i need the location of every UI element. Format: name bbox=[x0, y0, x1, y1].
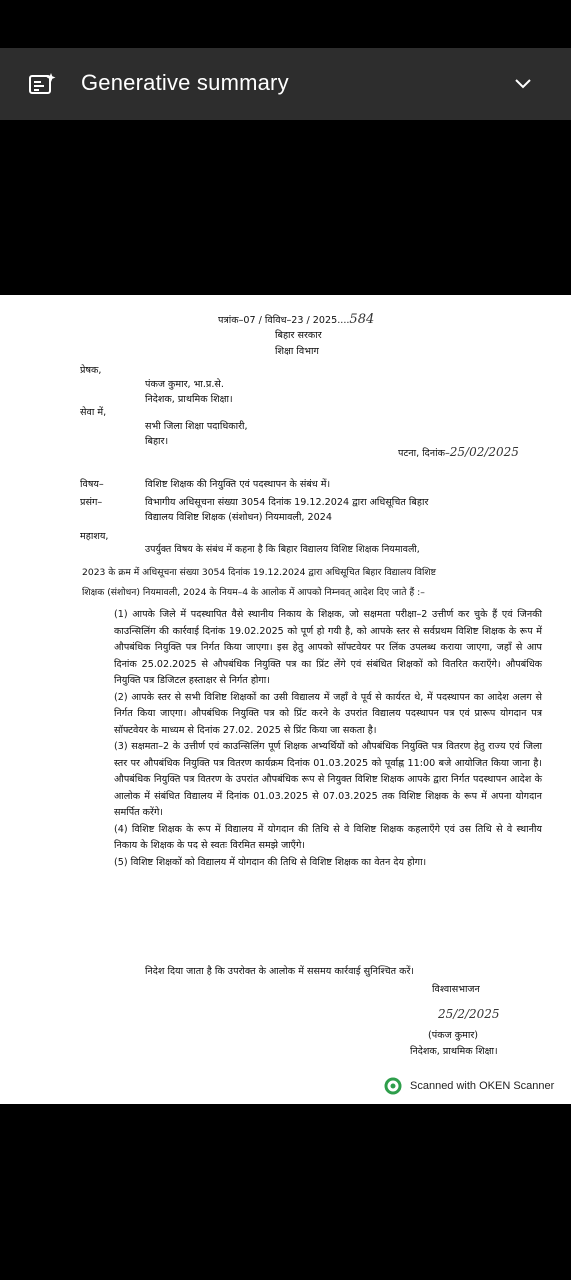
recipient-line1: सभी जिला शिक्षा पदाधिकारी, bbox=[145, 421, 248, 432]
paragraph-4: (4) विशिष्ट शिक्षक के रूप में विद्यालय में योगदान की तिथि से वे विशिष्ट शिक्षक कहलाएँगे एवं उस तिथि से वे स्थानीय निकाय के शिक्षक के पद से स्वतः विरमित समझे जाएँगे। bbox=[114, 823, 542, 851]
paragraph-3: (3) सक्षमता–2 के उत्तीर्ण एवं काउन्सिलिंग पूर्ण शिक्षक अभ्यर्थियों को औपबंधिक नियुक्ति पत्र वितरण हेतु राज्य एवं जिला स्तर पर औपबंधिक नियुक्ति पत्र वितरण कार्यक्रम दिनांक 01.03.2025 को पूर्वाह्न 11:00 बजे आयोजित किया जाना है। औपबंधिक नियुक्ति पत्र वितरण के उपरांत औपबंधिक रूप से नियुक्त विशिष्ट शिक्षक आपके द्वारा निर्गत पदस्थापन आदेश के आलोक में संबंधित विद्यालय में दिनांक 01.03.2025 से 07.03.2025 तक विशिष्ट शिक्षक के रूप में अपना योगदान समर्पित करेंगे। bbox=[114, 741, 542, 818]
letter-body bbox=[114, 607, 542, 871]
department-name: शिक्षा विभाग bbox=[275, 346, 319, 357]
to-label: सेवा में, bbox=[80, 407, 107, 418]
subject-label: विषय– bbox=[80, 479, 104, 490]
reference-text-1: विभागीय अधिसूचना संख्या 3054 दिनांक 19.12.2024 द्वारा अधिसूचित बिहार bbox=[145, 497, 429, 508]
signatory-title: निदेशक, प्राथमिक शिक्षा। bbox=[410, 1046, 498, 1057]
signatory-name: (पंकज कुमार) bbox=[428, 1030, 478, 1041]
ref-handwritten: 584 bbox=[349, 312, 375, 327]
signature: 25/2/2025 bbox=[438, 1007, 500, 1021]
scanner-label: Scanned with OKEN Scanner bbox=[410, 1080, 555, 1092]
scanner-watermark bbox=[384, 1076, 554, 1096]
sender-name: पंकज कुमार, भा.प्र.से. bbox=[145, 379, 224, 390]
status-bar bbox=[0, 0, 571, 48]
sender-title: निदेशक, प्राथमिक शिक्षा। bbox=[145, 394, 233, 405]
sender-label: प्रेषक, bbox=[80, 365, 102, 376]
bottom-area bbox=[0, 1104, 571, 1280]
intro-line-1: उपर्युक्त विषय के संबंध में कहना है कि बिहार विद्यालय विशिष्ट शिक्षक नियमावली, bbox=[145, 544, 420, 555]
regards: विश्वासभाजन bbox=[432, 984, 480, 995]
salutation: महाशय, bbox=[80, 531, 109, 542]
oken-scanner-logo-icon bbox=[384, 1077, 402, 1095]
chevron-down-icon[interactable] bbox=[512, 76, 534, 92]
header-title: Generative summary bbox=[81, 70, 289, 95]
intro-line-3: शिक्षक (संशोधन) नियमावली, 2024 के नियम–4 के आलोक में आपको निम्नवत् आदेश दिए जाते हैं :– bbox=[82, 587, 425, 598]
scanned-letter bbox=[0, 295, 571, 1104]
reference-number: पत्रांक–07 / विविध–23 / 2025....584 bbox=[218, 312, 375, 327]
intro-line-2: 2023 के क्रम में अधिसूचना संख्या 3054 दिनांक 19.12.2024 द्वारा अधिसूचित बिहार विद्यालय विशिष्ट bbox=[82, 567, 436, 578]
summary-header[interactable] bbox=[0, 48, 571, 120]
closing-line: निदेश दिया जाता है कि उपरोक्त के आलोक में ससमय कार्रवाई सुनिश्चित करें। bbox=[145, 966, 415, 977]
reference-text-2: विद्यालय विशिष्ट शिक्षक (संशोधन) नियमावली, 2024 bbox=[145, 512, 332, 523]
paragraph-5: (5) विशिष्ट शिक्षकों को विद्यालय में योगदान की तिथि से विशिष्ट शिक्षक का वेतन देय होगा। bbox=[114, 856, 427, 868]
place-date: पटना, दिनांक–25/02/2025 bbox=[398, 445, 519, 459]
sparkle-document-icon bbox=[28, 72, 56, 96]
subject-text: विशिष्ट शिक्षक की नियुक्ति एवं पदस्थापन के संबंध में। bbox=[145, 479, 331, 490]
reference-label: प्रसंग– bbox=[80, 497, 103, 508]
recipient-line2: बिहार। bbox=[145, 436, 169, 447]
paragraph-1: (1) आपके जिले में पदस्थापित वैसे स्थानीय निकाय के शिक्षक, जो सक्षमता परीक्षा–2 उत्तीर्ण कर चुके हैं एवं जिनकी काउन्सिलिंग की कार्रवाई दिनांक 19.02.2025 को पूर्ण हो गयी है, को आपके स्तर से सर्वप्रथम विशिष्ट शिक्षक के रूप में औपबंधिक नियुक्ति पत्र निर्गत किया जाएगा। इस हेतु आपको सॉफ्टवेयर पर लिंक उपलब्ध कराया जाएगा, जहाँ से आप दिनांक 25.02.2025 से औपबंधिक नियुक्ति पत्र का प्रिंट लेंगे एवं संबंधित शिक्षकों को वितरित कराएँगे। औपबंधिक नियुक्ति पत्र डिजिटल हस्ताक्षर से निर्गत होगा। bbox=[114, 609, 542, 686]
date-handwritten: 25/02/2025 bbox=[449, 445, 519, 459]
paragraph-2: (2) आपके स्तर से सभी विशिष्ट शिक्षकों का उसी विद्यालय में जहाँ वे पूर्व से कार्यरत थे, में पदस्थापन का आदेश अलग से निर्गत किया जाएगा। औपबंधिक नियुक्ति पत्र को प्रिंट करने के उपरांत विद्यालय पदस्थापन पत्र एवं प्रारूप योगदान पत्र सॉफ्टवेयर के माध्यम से दिनांक 27.02. 2025 से प्रिंट किया जा सकता है। bbox=[114, 691, 542, 736]
government-name: बिहार सरकार bbox=[275, 330, 322, 341]
